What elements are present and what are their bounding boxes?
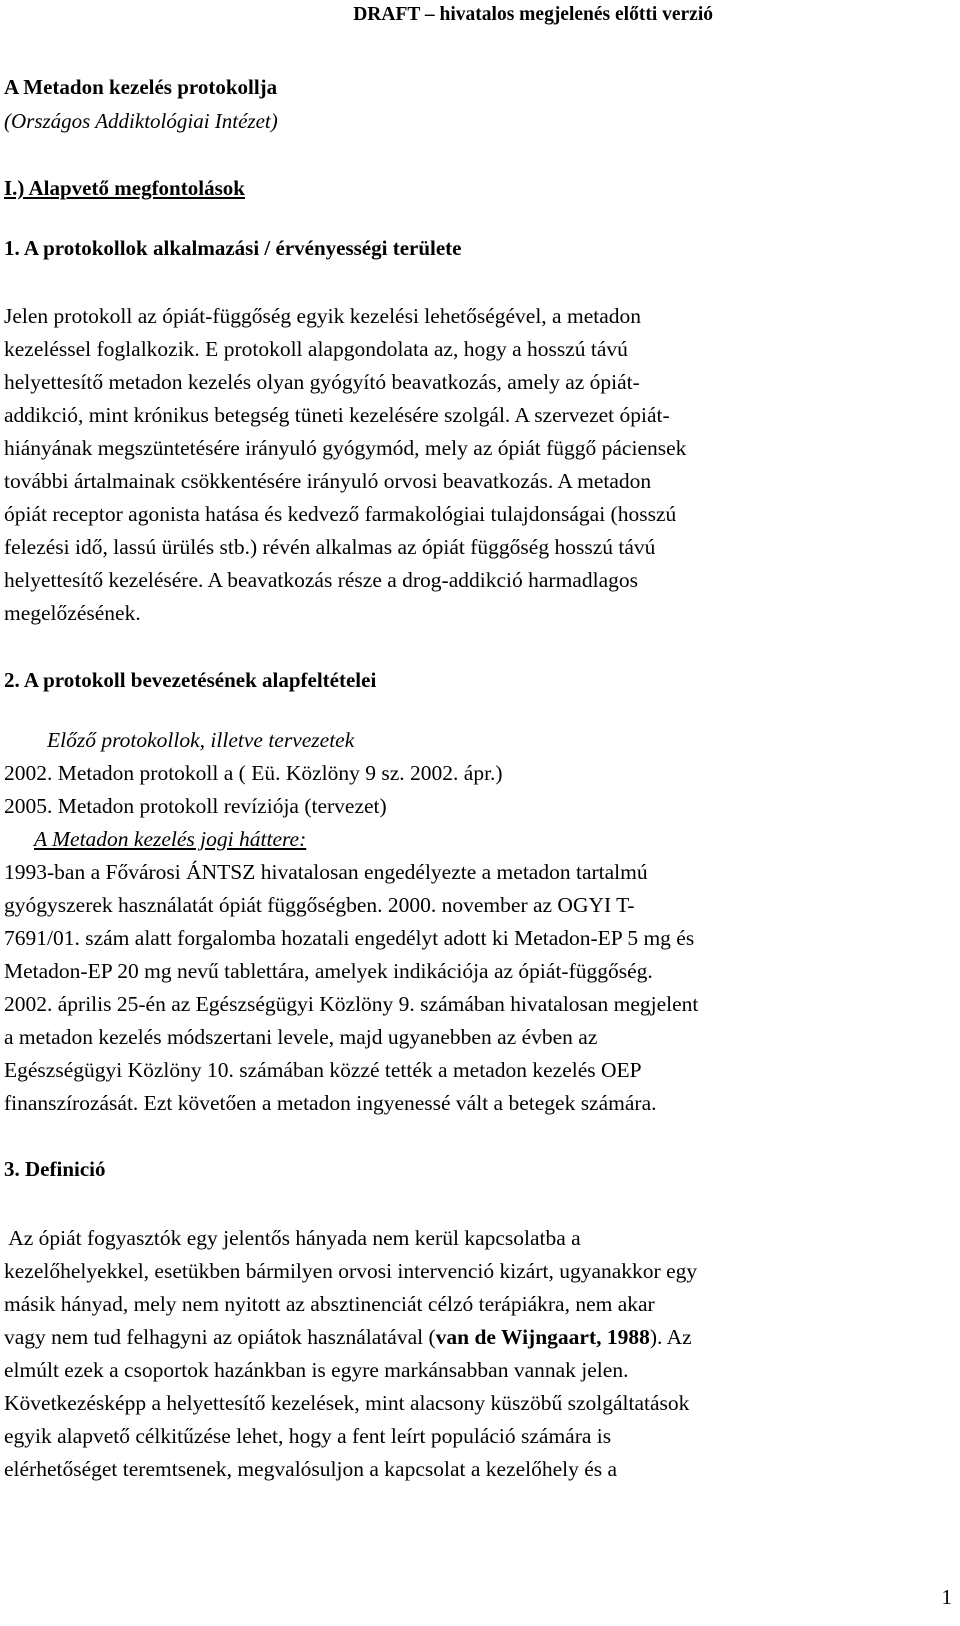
text-line: egyik alapvető célkitűzése lehet, hogy a fent leírt populáció számára is [4,1424,612,1448]
text-line: kezelőhelyekkel, esetükben bármilyen orvosi intervenció kizárt, ugyanakkor egy [4,1259,698,1283]
document-title: A Metadon kezelés protokollja [4,75,278,99]
text-line: addikció, mint krónikus betegség tüneti kezelésére szolgál. A szervezet ópiát- [4,403,670,427]
section-heading-basics: I.) Alapvető megfontolások [4,176,245,200]
text-line: 2002. április 25-én az Egészségügyi Közlöny 9. számában hivatalosan megjelent [4,992,699,1016]
text-line: elérhetőséget teremtsenek, megvalósuljon a kapcsolat a kezelőhely és a [4,1457,618,1481]
text-line: gyógyszerek használatát ópiát függőségben. 2000. november az OGYI T- [4,893,635,917]
text-line: hiányának megszüntetésére irányuló gyógymód, mely az ópiát függő páciensek [4,436,687,460]
text-line: további ártalmainak csökkentésére irányuló orvosi beavatkozás. A metadon [4,469,652,493]
citation-reference: van de Wijngaart, 1988 [435,1325,650,1349]
text-line-citation [4,1321,934,1354]
paragraph-history [4,724,934,1120]
text-line: a metadon kezelés módszertani levele, majd ugyanebben az évben az [4,1025,598,1049]
heading-prerequisites: 2. A protokoll bevezetésének alapfeltételei [4,668,377,692]
text-line: elmúlt ezek a csoportok hazánkban is egyre markánsabban vannak jelen. [4,1358,629,1382]
text-line: megelőzésének. [4,601,141,625]
text-line: ópiát receptor agonista hatása és kedvező farmakológiai tulajdonságai (hosszú [4,502,677,526]
text-line: 2002. Metadon protokoll a ( Eü. Közlöny 9 sz. 2002. ápr.) [4,761,503,785]
text-line: finanszírozását. Ezt követően a metadon ingyenessé vált a betegek számára. [4,1091,657,1115]
text-line: helyettesítő kezelésére. A beavatkozás része a drog-addikció harmadlagos [4,568,638,592]
text-line: 7691/01. szám alatt forgalomba hozatali engedélyt adott ki Metadon-EP 5 mg és [4,926,695,950]
citation-prefix: vagy nem tud felhagyni az opiátok használatával ( [4,1325,436,1349]
legal-background-heading: A Metadon kezelés jogi háttere: [34,827,307,851]
text-line: 2005. Metadon protokoll revíziója (tervezet) [4,794,387,818]
text-line: Metadon-EP 20 mg nevű tablettára, amelyek indikációja az ópiát-függőség. [4,959,653,983]
text-line: másik hányad, mely nem nyitott az absztinenciát célzó terápiákra, nem akar [4,1292,655,1316]
citation-suffix: ). Az [649,1325,692,1349]
text-line: kezeléssel foglalkozik. E protokoll alapgondolata az, hogy a hosszú távú [4,337,628,361]
text-line: Az ópiát fogyasztók egy jelentős hányada nem kerül kapcsolatba a [4,1226,581,1250]
previous-protocols-heading: Előző protokollok, illetve tervezetek [47,728,355,752]
draft-header: DRAFT – hivatalos megjelenés előtti verzió [353,4,713,25]
text-line: felezési idő, lassú ürülés stb.) révén alkalmas az ópiát függőség hosszú távú [4,535,656,559]
text-line: Következésképp a helyettesítő kezelések, mint alacsony küszöbű szolgáltatások [4,1391,690,1415]
document-subtitle: (Országos Addiktológiai Intézet) [4,109,278,133]
heading-definition: 3. Definició [4,1157,106,1181]
text-line: Egészségügyi Közlöny 10. számában közzé tették a metadon kezelés OEP [4,1058,642,1082]
heading-scope: 1. A protokollok alkalmazási / érvényességi területe [4,236,462,260]
paragraph-definition [4,1222,934,1486]
title-block [4,70,278,138]
paragraph-scope [4,300,934,630]
text-line: 1993-ban a Fővárosi ÁNTSZ hivatalosan engedélyezte a metadon tartalmú [4,860,648,884]
text-line: Jelen protokoll az ópiát-függőség egyik kezelési lehetőségével, a metadon [4,304,642,328]
page-number: 1 [941,1585,952,1609]
text-line: helyettesítő metadon kezelés olyan gyógyító beavatkozás, amely az ópiát- [4,370,640,394]
